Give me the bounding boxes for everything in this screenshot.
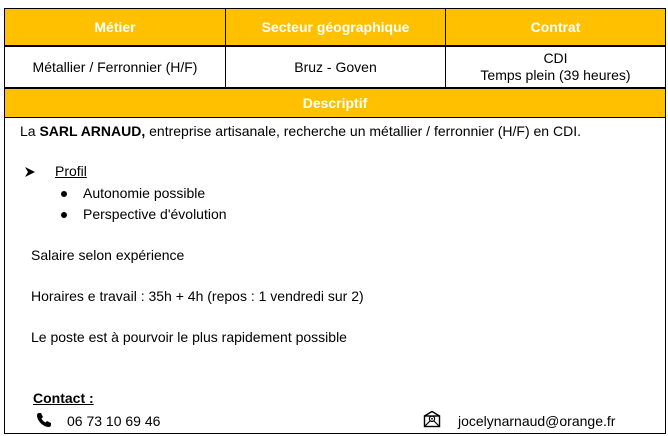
salaire-text: Salaire selon expérience <box>31 247 185 263</box>
poste-text: Le poste est à pourvoir le plus rapidement possible <box>31 329 347 345</box>
cell-metier: Métallier / Ferronnier (H/F) <box>4 46 226 88</box>
cell-secteur: Bruz - Goven <box>225 46 446 88</box>
intro-rest: entreprise artisanale, recherche un métallier / ferronnier (H/F) en CDI. <box>145 123 581 139</box>
contact-email[interactable]: jocelynarnaud@orange.fr <box>458 413 616 429</box>
contrat-hours: Temps plein (39 heures) <box>480 67 631 83</box>
contact-phone[interactable]: 06 73 10 69 46 <box>67 413 161 429</box>
contrat-type: CDI <box>543 50 568 66</box>
bullet-dot-1 <box>61 191 67 197</box>
contact-label: Contact : <box>33 390 94 406</box>
header-secteur: Secteur géographique <box>225 8 446 46</box>
arrow-bullet-icon <box>24 166 36 178</box>
phone-icon <box>36 412 52 428</box>
intro-text <box>20 123 581 139</box>
email-icon <box>423 410 441 428</box>
horaires-text: Horaires e travail : 35h + 4h (repos : 1 vendredi sur 2) <box>31 288 364 304</box>
header-contrat: Contrat <box>445 8 666 46</box>
company-name: SARL ARNAUD, <box>39 123 146 139</box>
header-descriptif: Descriptif <box>4 88 666 118</box>
cell-contrat <box>445 46 666 88</box>
profil-item-1: Autonomie possible <box>83 185 206 201</box>
profil-item-2: Perspective d'évolution <box>83 206 227 222</box>
intro-prefix: La <box>20 123 40 139</box>
profil-label: Profil <box>55 163 87 179</box>
bullet-dot-2 <box>61 212 67 218</box>
header-metier: Métier <box>4 8 226 46</box>
